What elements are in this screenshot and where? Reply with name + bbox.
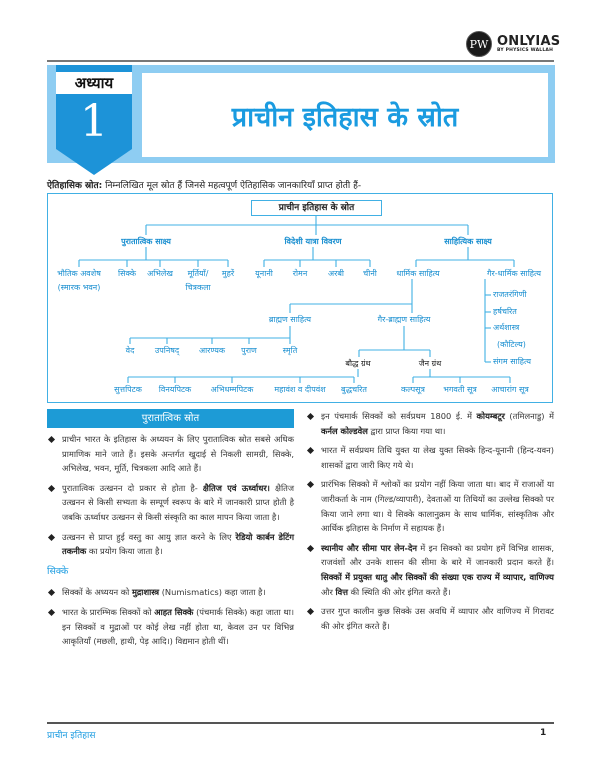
bullet-item — [47, 585, 294, 600]
bullet-text: क्षैतिज उत्खनन से किसी सभ्यता के सम्पूर्ण स्वरूप के बारे में जानकारी प्राप्त होती है जबकि ऊर्ध्वाधर उत्खनन से किसी संस्कृति का काल मापन किया जाता है। — [62, 482, 295, 522]
node-arch-child: मुहरें — [221, 269, 235, 278]
node-buddhist-item: महावंश व दीपवंश — [274, 385, 326, 394]
bullet-item — [306, 477, 554, 535]
node-religious: धार्मिक साहित्य — [396, 269, 440, 278]
node-brahmin: ब्राह्मण साहित्य — [268, 315, 312, 324]
node-brahmin-item: उपनिषद् — [154, 346, 180, 355]
bullet-text: सिक्कों के अध्ययन को — [62, 587, 132, 598]
node-buddhist-item: बुद्धचरित — [341, 385, 367, 394]
bullet-bold: कोयम्बटूर — [476, 411, 505, 421]
bullet-text: और — [321, 586, 336, 597]
intro-text: निम्नलिखित मूल स्रोत हैं जिनसे महत्वपूर्ण ऐतिहासिक जानकारियाँ प्राप्त होती हैं- — [102, 181, 362, 191]
bullet-bold: स्थानीय और सीमा पार लेन-देन — [321, 542, 417, 553]
node-nonrel-item: अर्थशास्त्र — [493, 323, 520, 332]
node-buddhist-item: अभिधम्मपिटक — [210, 385, 254, 394]
node-buddhist: बौद्ध ग्रंथ — [345, 359, 371, 368]
chapter-title: प्राचीन इतिहास के स्रोत — [231, 101, 459, 133]
node-foreign-child: अरबी — [327, 269, 345, 278]
chapter-number: 1 — [80, 96, 108, 147]
node-jain-item: कल्पसूत्र — [401, 385, 425, 394]
left-column — [47, 432, 294, 654]
logo-name: ONLYIAS — [497, 33, 561, 49]
node-buddhist-item: विनयपिटक — [158, 385, 192, 394]
node-foreign-child: चीनी — [363, 269, 377, 278]
node-buddhist-item: सुत्तपिटक — [114, 385, 142, 394]
node-arch-child: अभिलेख — [147, 269, 173, 278]
bullet-text: भारत के प्रारम्भिक सिक्कों को — [62, 606, 155, 617]
bullet-bold: कर्नल कोल्डवेल — [321, 425, 368, 436]
bullet-item — [306, 443, 554, 472]
node-arch-child: सिक्के — [118, 269, 136, 278]
bullet-text: (तमिलनाडु) में — [504, 411, 555, 421]
bullet-item — [47, 481, 294, 525]
page-number: 1 — [540, 728, 547, 738]
node-arch-note: (स्मारक भवन) — [57, 283, 101, 292]
node-jain-item: आचारांग सूत्र — [491, 385, 529, 394]
bullet-bold: क्षैतिज एवं ऊर्ध्वाधर। — [202, 482, 270, 493]
right-column — [306, 409, 554, 638]
subsection-title-coins: सिक्के — [47, 565, 69, 577]
bullet-item — [47, 605, 294, 649]
node-nonrel-item: हर्षचरित — [493, 307, 517, 316]
bullet-text: प्राचीन भारत के इतिहास के अध्ययन के लिए पुरातात्विक स्रोत सबसे अधिक प्रामाणिक माने जाते हैं। इसके अन्तर्गत खुदाई से निकली सामग्री, सिक्के, अभिलेख, भवन, मूर्ति, चित्रकला आदि आते हैं। — [62, 434, 294, 474]
bullet-text: का प्रयोग किया जाता है। — [86, 546, 163, 557]
node-arch-child: मूर्तियाँ/ — [187, 269, 209, 278]
node-literary: साहित्यिक साक्ष्य — [444, 237, 492, 246]
bullet-item — [47, 432, 294, 476]
bullet-text: पुरातात्विक उत्खनन दो प्रकार से होता है- — [62, 482, 203, 493]
intro-lead: ऐतिहासिक स्रोत: — [47, 181, 103, 191]
bullet-text: इन पंचमार्क सिक्कों को सर्वप्रथम 1800 ई. में — [321, 411, 477, 421]
bullet-text: में इन सिक्को का प्रयोग हमें विभिन्न शासक, राजवंशों और उनके शासन की सीमा के बारे में जानकारी प्रदान करते हैं। — [321, 542, 554, 568]
bullet-bold: आहत सिक्के — [154, 606, 194, 617]
node-foreign: विदेशी यात्रा विवरण — [284, 237, 342, 246]
node-nonrel-item: (कौटिल्य) — [497, 340, 526, 349]
footer-subject: प्राचीन इतिहास — [47, 731, 96, 741]
node-non-brahmin: गैर-ब्राह्मण साहित्य — [377, 315, 431, 324]
bullet-item — [306, 409, 554, 438]
bullet-bold: रेडियो कार्बन डेटिंग तकनीक — [62, 531, 294, 557]
footer-rule — [47, 722, 554, 724]
node-arch-child: भौतिक अवशेष — [57, 269, 101, 278]
node-foreign-child: रोमन — [292, 269, 308, 278]
bullet-item — [47, 530, 294, 559]
section-title-archaeological: पुरातात्विक स्रोत — [47, 409, 294, 428]
node-foreign-child: यूनानी — [255, 269, 273, 278]
node-brahmin-item: स्मृति — [282, 346, 298, 355]
bullet-text: उत्तर गुप्त कालीन कुछ सिक्के उस अवधि में व्यापार और वाणिज्य में गिरावट की ओर इंगित करते हैं। — [321, 606, 554, 631]
bullet-text: (पंचमार्क सिक्के) कहा जाता था। इन सिक्कों व मुद्राओं पर कोई लेख नहीं होता था, केवल उन पर विभिन्न आकृतियाँ (मछली, हाथी, पेड़ आदि।) विद्यमान होती थीं। — [62, 606, 295, 647]
bullet-bold: सिक्कों में प्रयुक्त धातु और सिक्कों की संख्या एक राज्य में व्यापार, वाणिज्य — [321, 571, 554, 582]
node-brahmin-item: आरण्यक — [198, 346, 226, 355]
node-brahmin-item: पुराण — [241, 346, 257, 355]
bullet-text: (Numismatics) कहा जाता है। — [159, 587, 266, 598]
chapter-label: अध्याय — [56, 72, 132, 94]
bullet-item — [306, 541, 554, 599]
bullet-bold: मुद्राशास्त्र — [131, 587, 160, 598]
bullet-text: भारत में सर्वप्रथम तिथि युक्त या लेख युक्त सिक्के हिन्द-यूनानी (हिन्द-यवन) शासकों द्वारा जारी किए गये थे। — [321, 445, 554, 470]
node-jain: जैन ग्रंथ — [418, 359, 442, 368]
logo-initials: PW — [469, 37, 489, 51]
node-non-religious: गैर-धार्मिक साहित्य — [487, 269, 541, 278]
node-nonrel-item: राजतरंगिणी — [493, 290, 527, 299]
node-nonrel-item: संगम साहित्य — [493, 357, 531, 366]
bullet-text: द्वारा प्राप्त किया गया था। — [367, 425, 446, 436]
bullet-item — [306, 604, 554, 633]
diagram-root: प्राचीन इतिहास के स्रोत — [251, 200, 382, 216]
node-jain-item: भगवती सूत्र — [443, 385, 477, 394]
logo-tagline: BY PHYSICS WALLAH — [497, 47, 554, 53]
node-arch-note: चित्रकला — [185, 283, 211, 292]
bullet-text: की स्थिति की ओर इंगित करते हैं। — [348, 586, 451, 597]
node-brahmin-item: वेद — [125, 346, 135, 355]
node-archaeological: पुरातात्विक साक्ष्य — [121, 237, 171, 246]
bullet-bold: वित्त — [335, 586, 349, 597]
bullet-text: प्रारंभिक सिक्को में श्लोकों का प्रयोग नहीं किया जाता था। बाद में राजाओं या जारीकर्ता के नाम (गिल्ड/व्यापारी), देवताओं या तिथियों का उल्लेख सिक्को पर किया जाने लगा था। ये सिक्के कालानुक्रम के साथ धार्मिक, सांस्कृतिक और आर्थिक इतिहास के निर्माण में सहायक हैं। — [321, 479, 554, 534]
bullet-text: उत्खनन से प्राप्त हुई वस्तु का आयु ज्ञात करने के लिए — [62, 531, 236, 542]
